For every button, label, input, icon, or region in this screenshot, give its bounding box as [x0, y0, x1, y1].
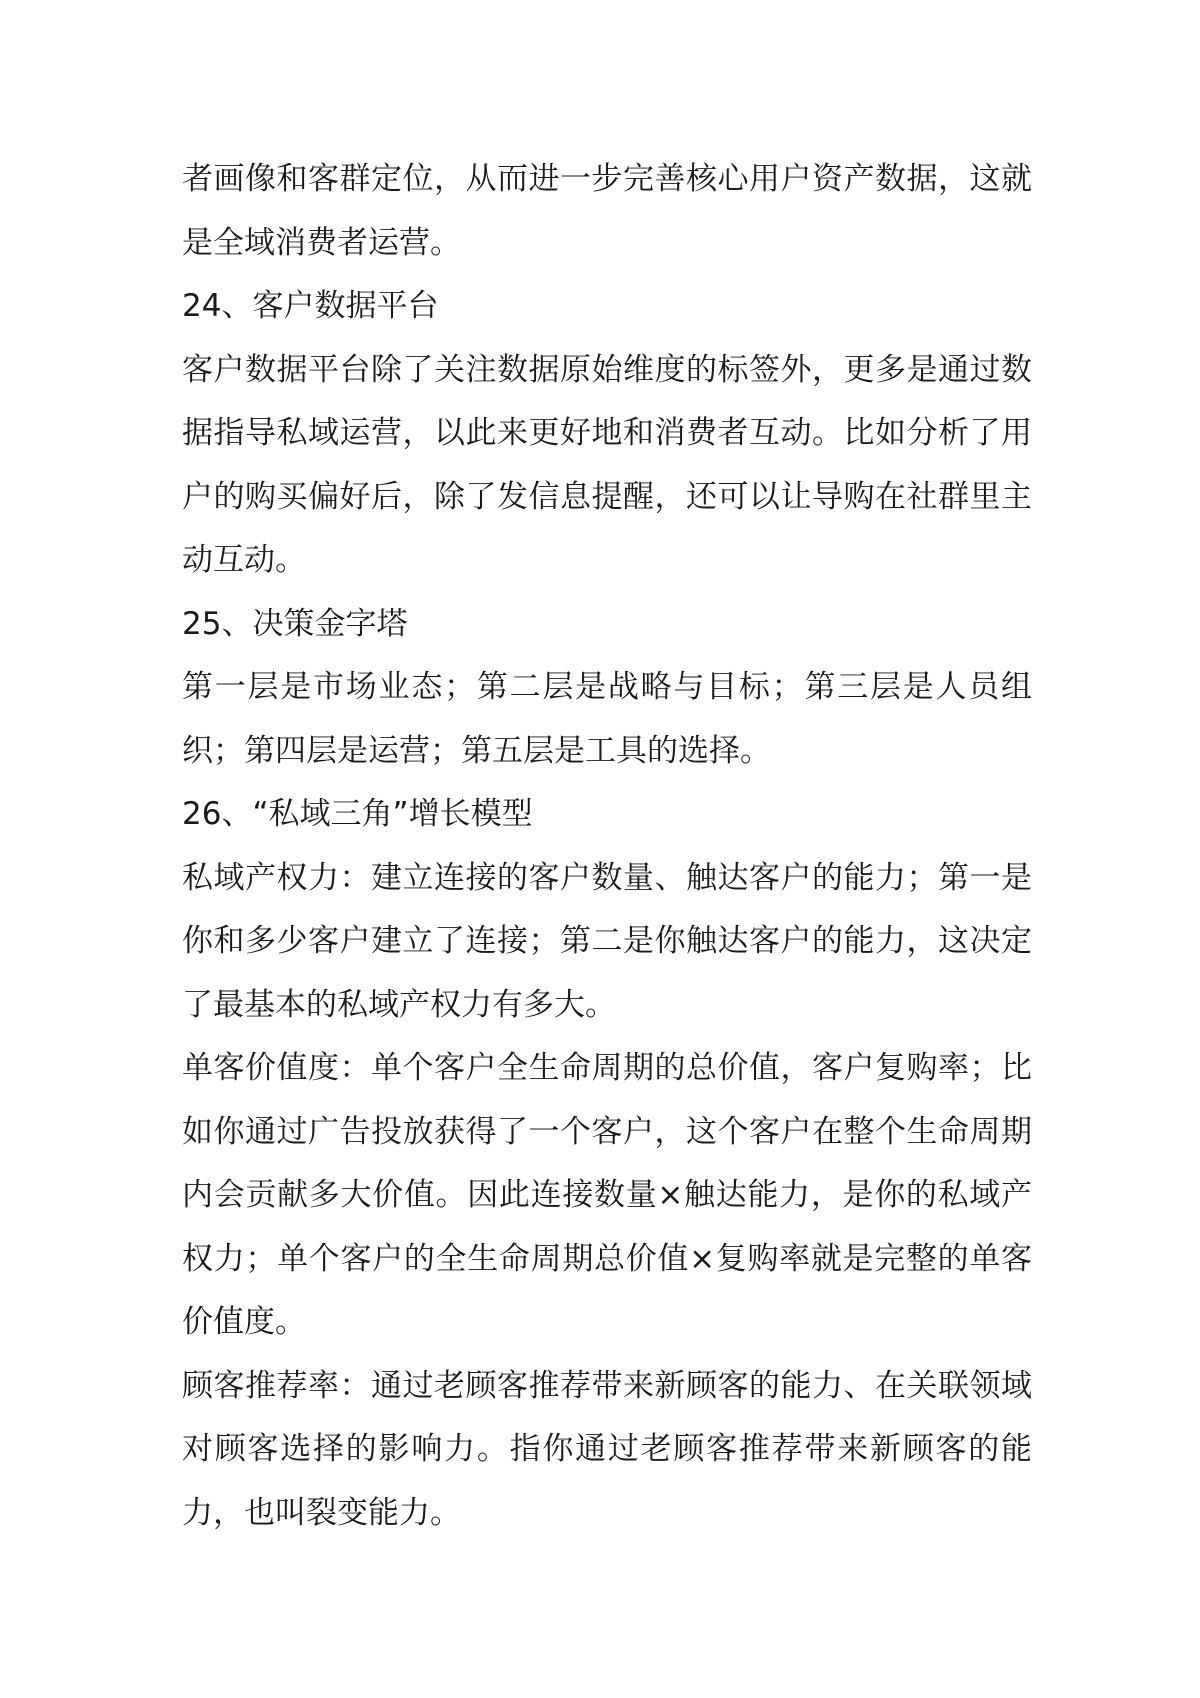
heading-26-private-domain-triangle: 26、“私域三角”增长模型: [182, 796, 533, 832]
heading-24-customer-data-platform: 24、客户数据平台: [182, 288, 439, 324]
paragraph-consumer-operation: 者画像和客群定位，从而进一步完善核心用户资产数据，这就是全域消费者运营。: [182, 161, 1032, 261]
heading-25-decision-pyramid: 25、决策金字塔: [182, 605, 408, 642]
paragraph-customer-referral-rate: 顾客推荐率：通过老顾客推荐带来新顾客的能力、在关联领域对顾客选择的影响力。指你通过老顾客推荐带来新顾客的能力，也叫裂变能力。: [182, 1367, 1032, 1531]
paragraph-private-domain-property: 私域产权力：建立连接的客户数量、触达客户的能力；第一是你和多少客户建立了连接；第二是你触达客户的能力，这决定了最基本的私域产权力有多大。: [182, 859, 1032, 1023]
document-page: [182, 148, 1032, 1545]
paragraph-customer-data-platform: 客户数据平台除了关注数据原始维度的标签外，更多是通过数据指导私域运营，以此来更好地和消费者互动。比如分析了用户的购买偏好后，除了发信息提醒，还可以让导购在社群里主动互动。: [182, 351, 1032, 578]
paragraph-single-customer-value: 单客价值度：单个客户全生命周期的总价值，客户复购率；比如你通过广告投放获得了一个客户，这个客户在整个生命周期内会贡献多大价值。因此连接数量×触达能力，是你的私域产权力；单个客户的全生命周期总价值×复购率就是完整的单客价值度。: [182, 1050, 1032, 1340]
paragraph-decision-pyramid: 第一层是市场业态；第二层是战略与目标；第三层是人员组织；第四层是运营；第五层是工具的选择。: [182, 669, 1032, 769]
